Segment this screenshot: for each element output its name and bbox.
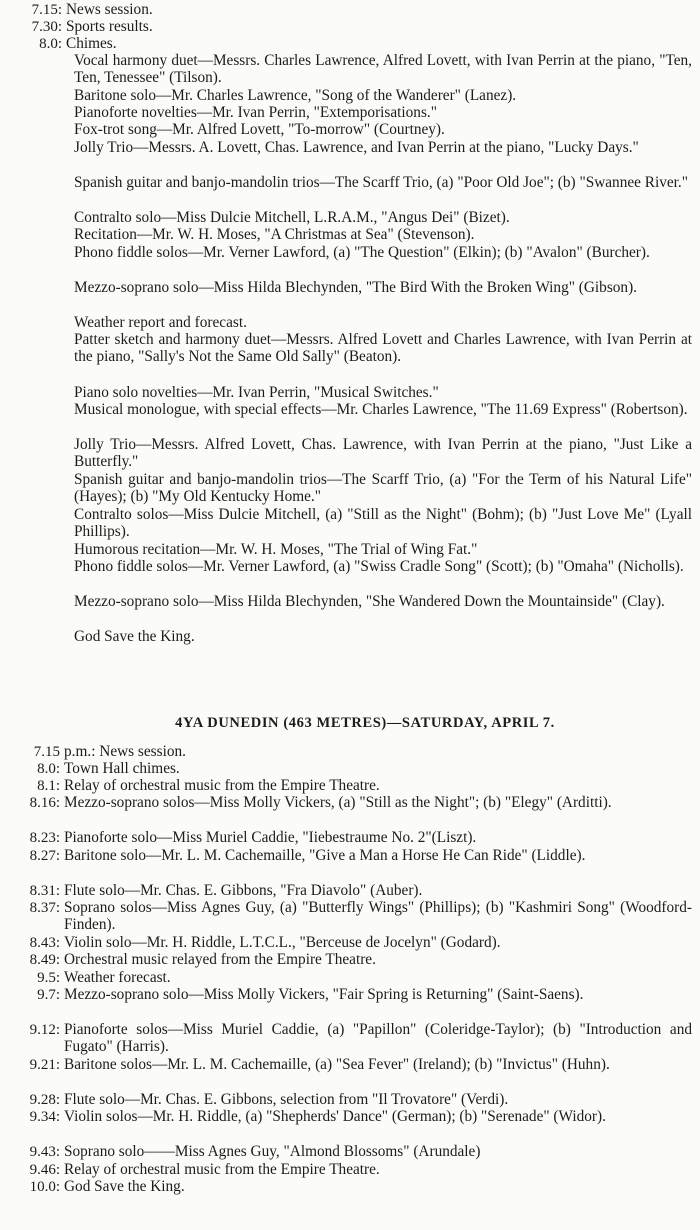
programme-item: Phono fiddle solos—Mr. Verner Lawford, (a) "Swiss Cradle Song" (Scott); (b) "Omaha" (Nicholls). [74,558,684,575]
entry-time: 8.43: [29,935,60,951]
programme-item: Recitation—Mr. W. H. Moses, "A Christmas at Sea" (Stevenson). [74,226,475,243]
entry-time: 9.21: [29,1057,60,1073]
programme-item: Jolly Trio—Messrs. Alfred Lovett, Chas. Lawrence, with Ivan Perrin at the piano, "Just Like a Butterfly." [74,436,692,470]
programme-item: Mezzo-soprano solo—Miss Hilda Blechynden, "She Wandered Down the Mountainside" (Clay). [74,593,665,610]
entry-text: Flute solo—Mr. Chas. E. Gibbons, "Fra Diavolo" (Auber). [64,882,423,899]
entry-time: 9.7: [37,987,60,1003]
entry-time: 8.0: [39,36,62,52]
entry-text: Pianoforte solo—Miss Muriel Caddie, "Iiebestraume No. 2"(Liszt). [64,829,477,846]
entry-time: 7.15: [31,2,62,18]
entry-time: 8.16: [29,795,60,811]
entry-time: 9.12: [29,1022,60,1038]
entry-text: Relay of orchestral music from the Empire Theatre. [64,777,380,794]
programme-entry [0,2,700,19]
entry-text: Baritone solos—Mr. L. M. Cachemaille, (a) "Sea Fever" (Ireland); (b) "Invictus" (Huhn). [64,1056,610,1073]
programme-entry [0,1022,700,1055]
programme-entry [0,1057,700,1074]
entry-text: p.m.: News session. [64,743,186,760]
entry-text: Mezzo-soprano solos—Miss Molly Vickers, (a) "Still as the Night"; (b) "Elegy" (Arditti). [64,794,612,811]
entry-time: 8.23: [29,830,60,846]
entry-text: Pianoforte solos—Miss Muriel Caddie, (a) "Papillon" (Coleridge-Taylor); (b) "Introduction and Fugato" (Harris). [64,1021,692,1055]
programme-item: Patter sketch and harmony duet—Messrs. Alfred Lovett and Charles Lawrence, with Ivan Perrin at the piano, "Sally's Not the Same Old Sally" (Beaton). [74,331,692,365]
programme-entry [0,1092,700,1109]
entry-time: 8.0: [37,761,60,777]
entry-time: 8.37: [29,900,60,916]
programme-item: God Save the King. [74,628,195,645]
entry-time: 9.34: [29,1109,60,1125]
programme-entry [0,761,700,778]
programme-entry [0,900,700,933]
programme-item: Humorous recitation—Mr. W. H. Moses, "The Trial of Wing Fat." [74,541,478,558]
programme-item: Spanish guitar and banjo-mandolin trios—The Scarff Trio, (a) "Poor Old Joe"; (b) "Swannee River." [74,174,688,191]
programme-entry [0,830,700,847]
entry-text: Mezzo-soprano solo—Miss Molly Vickers, "Fair Spring is Returning" (Saint-Saens). [64,986,584,1003]
entry-text: Violin solos—Mr. H. Riddle, (a) "Shepherds' Dance" (German); (b) "Serenade" (Widor). [64,1108,606,1125]
programme-item: Vocal harmony duet—Messrs. Charles Lawrence, Alfred Lovett, with Ivan Perrin at the piano, "Ten, Ten, Tenessee" (Tilson). [74,52,692,86]
programme-item: Weather report and forecast. [74,314,247,331]
programme-item: Pianoforte novelties—Mr. Ivan Perrin, "Extemporisations." [74,104,437,121]
entry-time: 8.31: [29,883,60,899]
entry-text: Violin solo—Mr. H. Riddle, L.T.C.L., "Berceuse de Jocelyn" (Godard). [64,934,501,951]
programme-item: Musical monologue, with special effects—Mr. Charles Lawrence, "The 11.69 Express" (Robertson). [74,401,688,418]
entry-time: 9.5: [37,970,60,986]
entry-time: 9.46: [29,1162,60,1178]
entry-time: 8.1: [37,778,60,794]
programme-entry [0,987,700,1004]
programme-item: Jolly Trio—Messrs. A. Lovett, Chas. Lawrence, and Ivan Perrin at the piano, "Lucky Days." [74,139,639,156]
entry-text: Flute solo—Mr. Chas. E. Gibbons, selection from "Il Trovatore" (Verdi). [64,1091,509,1108]
entry-text: Town Hall chimes. [64,760,180,777]
entry-text: Orchestral music relayed from the Empire Theatre. [64,951,376,968]
programme-item: Phono fiddle solos—Mr. Verner Lawford, (a) "The Question" (Elkin); (b) "Avalon" (Burcher). [74,244,650,261]
programme-entry [0,1162,700,1179]
programme-entry [0,1144,700,1161]
entry-time: 8.27: [29,848,60,864]
entry-text: Chimes. [66,35,117,52]
station-heading: 4YA DUNEDIN (463 METRES)—SATURDAY, APRIL 7. [175,715,555,731]
programme-entry [0,970,700,987]
programme-item: Contralto solos—Miss Dulcie Mitchell, (a) "Still as the Night" (Bohm); (b) "Just Love Me" (Lyall Phillips). [74,506,692,540]
programme-item: Spanish guitar and banjo-mandolin trios—The Scarff Trio, (a) "For the Term of his Natural Life" (Hayes); (b) "My Old Kentucky Home." [74,471,692,505]
programme-entry [0,883,700,900]
programme-entry [0,952,700,969]
entry-time: 7.30: [31,19,62,35]
entry-text: Sports results. [66,18,153,35]
entry-text: Soprano solos—Miss Agnes Guy, (a) "Butterfly Wings" (Phillips); (b) "Kashmiri Song" (Woodford-Finden). [64,899,692,933]
entry-time: 8.49: [29,952,60,968]
programme-item: Piano solo novelties—Mr. Ivan Perrin, "Musical Switches." [74,384,439,401]
entry-text: Weather forecast. [64,969,171,986]
programme-entry [0,744,700,761]
programme-entry [0,778,700,795]
programme-item: Fox-trot song—Mr. Alfred Lovett, "To-morrow" (Courtney). [74,121,445,138]
programme-entry [0,36,700,53]
programme-entry [0,19,700,36]
entry-time: 10.0: [29,1179,60,1195]
programme-entry [0,1179,700,1196]
entry-text: News session. [66,1,153,18]
programme-item: Baritone solo—Mr. Charles Lawrence, "Song of the Wanderer" (Lanez). [74,87,517,104]
programme-entry [0,935,700,952]
programme-item: Mezzo-soprano solo—Miss Hilda Blechynden, "The Bird With the Broken Wing" (Gibson). [74,279,637,296]
entry-text: Baritone solo—Mr. L. M. Cachemaille, "Give a Man a Horse He Can Ride" (Liddle). [64,847,586,864]
entry-time: 9.43: [29,1144,60,1160]
entry-text: Relay of orchestral music from the Empire Theatre. [64,1161,380,1178]
entry-time: 9.28: [29,1092,60,1108]
programme-item: Contralto solo—Miss Dulcie Mitchell, L.R.A.M., "Angus Dei" (Bizet). [74,209,510,226]
programme-entry [0,795,700,812]
programme-entry [0,1109,700,1126]
entry-text: God Save the King. [64,1178,185,1195]
programme-entry [0,848,700,865]
entry-time: 7.15 [33,744,60,760]
entry-text: Soprano solo——Miss Agnes Guy, "Almond Blossoms" (Arundale) [64,1143,481,1160]
